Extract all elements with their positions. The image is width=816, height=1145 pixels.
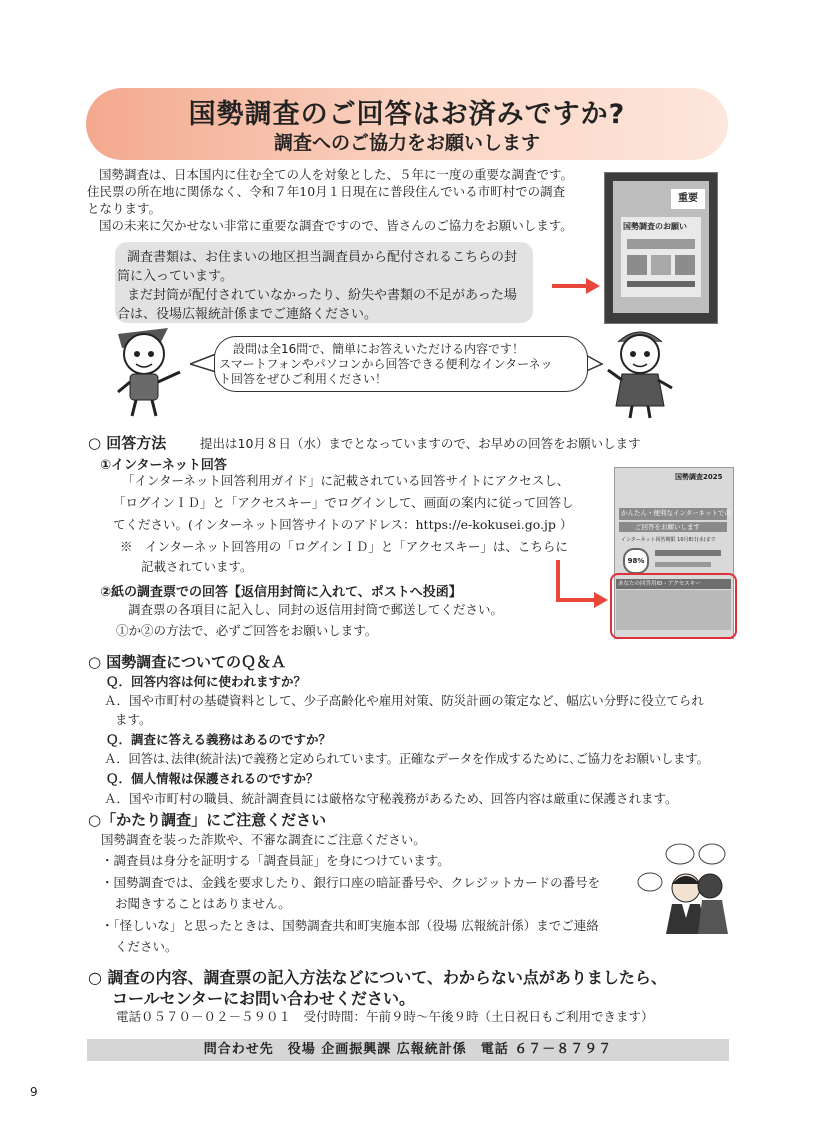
arrow-right-icon [552,276,602,296]
envelope-photo [604,172,718,324]
qa-question: Ｑ．調査に答える義務はあるのですか？ [106,732,332,747]
intro-line: となります。 [87,201,162,216]
guide-logo: 国勢調査2025 [675,473,723,481]
callcenter-phone: 電話０５７０－０２－５９０１ 受付時間：午前９時～午後９時（土日祝日もご利用できます） [116,1009,654,1024]
notice-box [115,242,533,323]
answer-deadline: 提出は10月８日（水）までとなっていますので、お早めの回答をお願いします [200,436,641,451]
intro-line: 住民票の所在地に関係なく、令和７年10月１日現在に普段住んでいる市町村での調査 [87,184,566,199]
paper-line: 調査票の各項目に記入し、同封の返信用封筒で郵送してください。 [128,602,504,617]
internet-line: てください。(インターネット回答サイトのアドレス：https://e-kokusei.go.jp ） [113,517,573,532]
fraud-bullet: ・調査員は身分を証明する「調査員証」を身につけています。 [101,853,450,868]
fraud-bullet: ・「怪しいな」と思ったときは、国勢調査共和町実施本部（役場 広報統計係）までご連絡 [101,918,599,933]
envelope-tag: 重要 [671,189,705,209]
page-number: 9 [30,1085,38,1099]
internet-line: 「ログインＩＤ」と「アクセスキー」でログインして、画面の案内に従って回答し [113,495,574,510]
note-line: 記載されています。 [141,559,253,574]
guide-percent: 98% [623,548,649,574]
envelope-title: 国勢調査のお願い [623,222,687,231]
suspicious-people-icon [636,842,732,938]
notice-line: まだ封筒が配付されていなかったり、紛失や書類の不足があった場 [127,288,517,303]
guide-line2: ご回答をお願いします [635,523,700,531]
guide-id-label: あなたの回答用ID・アクセスキー [618,581,701,587]
bubble-line: 設問は全16問で、簡単にお答えいただける内容です！ [233,342,525,356]
qa-answer: Ａ．国や市町村の職員、統計調査員には厳格な守秘義務があるため、回答内容は厳重に保護されます。 [104,791,678,806]
arrow-elbow-icon [554,560,612,612]
mascot-right-icon [600,322,680,420]
callcenter-line1: ○ 調査の内容、調査票の記入方法などについて、わからない点がありましたら、 [88,968,667,987]
qa-heading: ○ 国勢調査についてのＱ＆Ａ [88,653,287,671]
guide-deadline: インターネット回答期限 10月8日(水)まで [621,537,716,543]
intro-line: 国勢調査は、日本国内に住む全ての人を対象とした、５年に一度の重要な調査です。 [99,167,574,182]
qa-answer: Ａ．回答は､法律(統計法)で義務と定められています。正確なデータを作成するために､ご協力をお願いします。 [104,751,709,766]
guide-line1: かんたん・便利なインターネットでの [621,509,731,517]
intro-line: 国の未来に欠かせない非常に重要な調査ですので、皆さんのご協力をお願いします。 [99,218,573,233]
qa-question: Ｑ．回答内容は何に使われますか？ [106,674,307,689]
notice-line: 筒に入っています。 [117,269,233,284]
mascot-left-icon [108,322,188,420]
callcenter-line2: コールセンターにお問い合わせください。 [112,989,416,1008]
qa-answer: ます。 [115,712,152,727]
bubble-line: スマートフォンやパソコンから回答できる便利なインターネッ [219,357,553,371]
id-highlight-box [610,573,737,639]
qa-question: Ｑ．個人情報は保護されるのですか？ [106,771,319,786]
fraud-heading: ○「かたり調査」にご注意ください [88,811,327,829]
internet-answer-title: ①インターネット回答 [100,458,227,473]
speech-bubble [214,336,588,392]
title-banner [86,88,728,160]
answer-closing: ①か②の方法で、必ずご回答をお願いします。 [116,623,378,638]
internet-line: 「インターネット回答利用ガイド」に記載されている回答サイトにアクセスし、 [122,473,570,488]
page-subtitle: 調査へのご協力をお願いします [273,132,540,154]
fraud-bullet: お聞きすることはありません。 [115,896,291,911]
notice-line: 合は、役場広報統計係までご連絡ください。 [117,307,378,322]
fraud-bullet: ・国勢調査では、金銭を要求したり、銀行口座の暗証番号や、クレジットカードの番号を [101,875,601,890]
bubble-line: ト回答をぜひご利用ください！ [219,372,388,386]
fraud-bullet: ください。 [115,939,178,954]
qa-answer: Ａ．国や市町村の基礎資料として、少子高齢化や雇用対策、防災計画の策定など、幅広い分野に役立てられ [104,693,704,708]
note-line: ※ インターネット回答用の「ログインＩＤ」と「アクセスキー」は、こちらに [120,539,568,554]
answer-heading: ○ 回答方法 [88,434,167,452]
notice-line: 調査書類は、お住まいの地区担当調査員から配付されるこちらの封 [127,250,518,265]
contact-footer: 問合わせ先 役場 企画振興課 広報統計係 電話 ６７－８７９７ [87,1039,729,1061]
page-title: 国勢調査のご回答はお済みですか? [188,99,626,130]
fraud-lead: 国勢調査を装った詐欺や、不審な調査にご注意ください。 [101,832,426,847]
paper-answer-title: ②紙の調査票での回答【返信用封筒に入れて、ポストへ投函】 [100,585,462,600]
